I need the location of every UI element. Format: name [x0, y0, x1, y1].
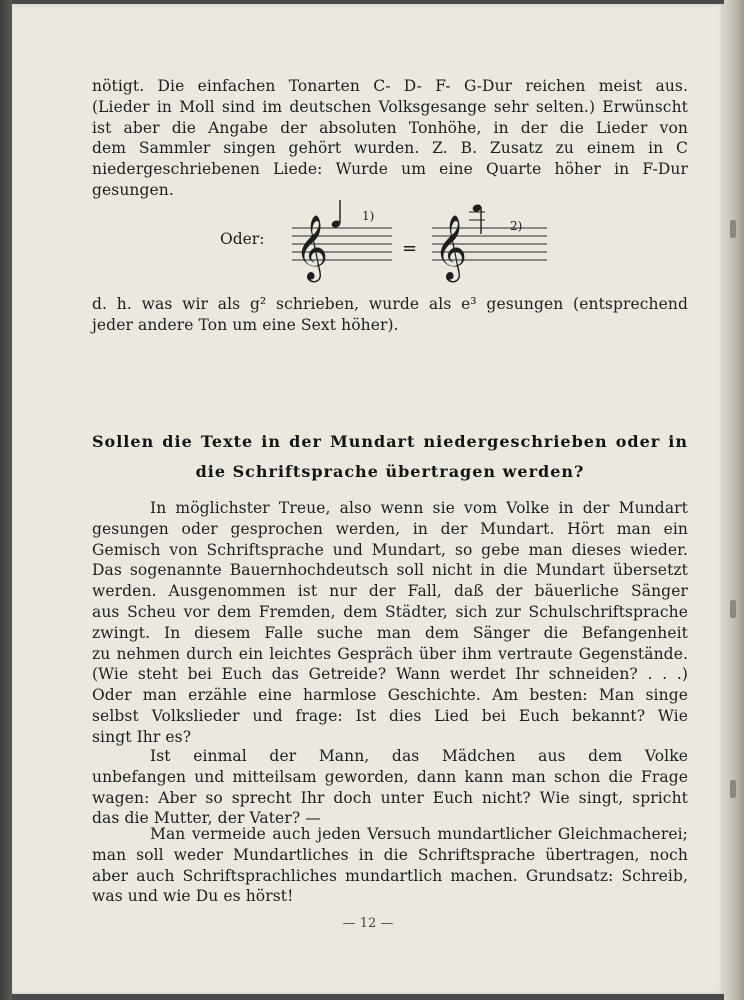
text-line: gesungen oder gesprochen werden, in der Mundart. Hört man ein [92, 519, 688, 538]
footnote-marker-1: 1) [362, 209, 375, 223]
binding-tab [730, 220, 736, 238]
note-g2 [331, 200, 342, 229]
text-line: ist aber die Angabe der absoluten Tonhöhe, in der die Lieder von [92, 118, 688, 137]
binding-tab [730, 600, 736, 618]
text-line: jeder andere Ton um eine Sext höher). [92, 315, 399, 334]
text-line: niedergeschriebenen Liede: Wurde um eine Quarte höher in F-Dur [92, 160, 688, 179]
text-line: aber auch Schriftsprachliches mundartlich machen. Grundsatz: Schreib, [92, 866, 688, 885]
intro-text [92, 76, 688, 201]
text-line: was und wie Du es hörst! [92, 887, 294, 906]
paragraph-3 [92, 824, 688, 907]
staff-notation [292, 200, 562, 286]
text-line: d. h. was wir als g² schrieben, wurde als e³ gesungen (entsprechend [92, 295, 688, 313]
text-line: gesungen. [92, 180, 174, 199]
text-line: aus Scheu vor dem Fremden, dem Städter, sich zur Schulschriftsprache [92, 602, 688, 621]
text-line: zwingt. In diesem Falle suche man dem Sänger die Befangenheit [92, 623, 688, 642]
oder-label: Oder: [220, 230, 265, 248]
scan-edge-left [0, 0, 12, 1000]
text-line: man soll weder Mundartliches in die Schriftsprache übertragen, noch [92, 845, 688, 864]
footnote-marker-2: 2) [510, 219, 523, 233]
equals-sign: = [402, 238, 418, 259]
text-line: zu nehmen durch ein leichtes Gespräch über ihm vertraute Gegenstände. [92, 644, 688, 663]
paragraph-1 [92, 498, 688, 748]
text-line: selbst Volkslieder und frage: Ist dies Lied bei Euch bekannt? Wie [92, 706, 688, 725]
text-line: singt Ihr es? [92, 727, 192, 746]
treble-clef-icon: 𝄞 [295, 215, 329, 280]
notation-explanation [92, 294, 688, 336]
text-line: wagen: Aber so sprecht Ihr doch unter Euch nicht? Wie singt, spricht [92, 788, 688, 807]
text-line: nötigt. Die einfachen Tonarten C- D- F- G-Dur reichen meist aus. [92, 77, 688, 95]
text-line: (Wie steht bei Euch das Getreide? Wann werdet Ihr schneiden? . . .) [92, 665, 688, 684]
text-line: werden. Ausgenommen ist nur der Fall, daß der bäuerliche Sänger [92, 582, 688, 601]
text-line: Das sogenannte Bauernhochdeutsch soll nicht in die Mundart übersetzt [92, 561, 688, 580]
binding-tab [730, 780, 736, 798]
scan-edge-right [724, 0, 744, 1000]
text-line: In möglichster Treue, also wenn sie vom Volke in der Mundart [150, 499, 688, 517]
note-e3 [469, 203, 485, 234]
music-notation-example [92, 200, 688, 286]
text-line: Gemisch von Schriftsprache und Mundart, so gebe man dieses wieder. [92, 540, 688, 559]
section-heading-line-2: die Schriftsprache übertragen werden? [195, 462, 585, 481]
section-heading-line-1: Sollen die Texte in der Mundart niedergeschrieben oder in [92, 432, 688, 451]
text-line: Ist einmal der Mann, das Mädchen aus dem Volke [150, 747, 688, 765]
paragraph-2 [92, 746, 688, 829]
book-page [12, 4, 724, 994]
text-line: Man vermeide auch jeden Versuch mundartlicher Gleichmacherei; [150, 825, 688, 843]
page-number: — 12 — [342, 916, 394, 931]
text-line: Oder man erzähle eine harmlose Geschichte. Am besten: Man singe [92, 686, 688, 705]
text-line: (Lieder in Moll sind im deutschen Volksgesange sehr selten.) Erwünscht [92, 97, 688, 116]
text-line: das die Mutter, der Vater? — [92, 809, 321, 828]
text-line: dem Sammler singen gehört wurden. Z. B. Zusatz zu einem in C [92, 139, 688, 158]
treble-clef-icon: 𝄞 [434, 215, 468, 280]
text-line: unbefangen und mitteilsam geworden, dann kann man schon die Frage [92, 767, 688, 786]
